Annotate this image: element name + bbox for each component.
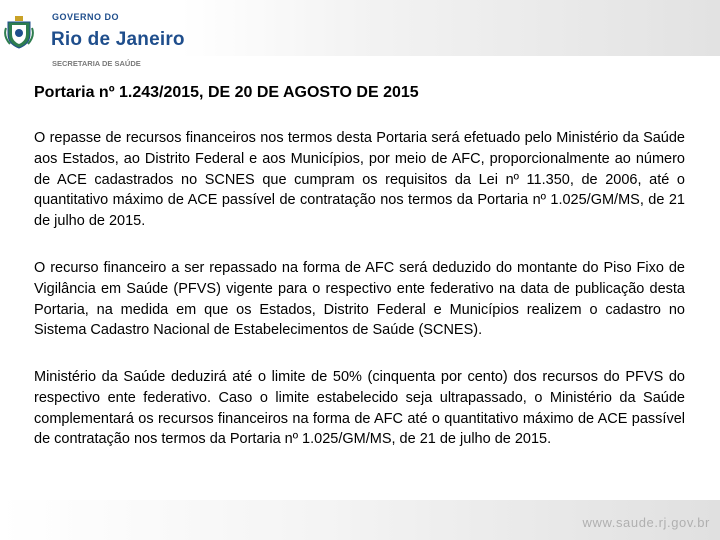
rio-de-janeiro-coat-of-arms-icon (4, 14, 34, 50)
paragraph-3: Ministério da Saúde deduzirá até o limite de 50% (cinquenta por cento) dos recursos do PFVS do respectivo ente federativo. Caso o limite estabelecido seja ultrapassado, o Ministério da Saúde complementará os recursos financeiros na forma de AFC até o quantitativo máximo de ACE passível de contratação nos termos da Portaria nº 1.025/GM/MS, de 21 de julho de 2015. (34, 369, 685, 448)
document-title: Portaria nº 1.243/2015, DE 20 DE AGOSTO DE 2015 (34, 84, 419, 101)
secretaria-label: SECRETARIA DE SAÚDE (52, 59, 141, 68)
paragraph-1: O repasse de recursos financeiros nos termos desta Portaria será efetuado pelo Ministério da Saúde aos Estados, ao Distrito Federal e aos Municípios, por meio de AFC, proporcionalmente ao número de ACE cadastrados no SCNES que cumpram os requisitos da Lei nº 11.350, de 2006, até o quantitativo máximo de ACE passível de contratação nos termos da Portaria nº 1.025/GM/MS, de 21 de julho de 2015. (34, 130, 685, 230)
government-label: GOVERNO DO (52, 12, 120, 22)
state-name: Rio de Janeiro (51, 29, 185, 50)
paragraph-2: O recurso financeiro a ser repassado na forma de AFC será deduzido do montante do Piso Fixo de Vigilância em Saúde (PFVS) vigente para o respectivo ente federativo na data de publicação desta Portaria, na medida em que os Estados, Distrito Federal e Municípios realizem o cadastro no Sistema Cadastro Nacional de Estabelecimentos de Saúde (SCNES). (34, 260, 685, 339)
footer-url: www.saude.rj.gov.br (582, 515, 710, 530)
